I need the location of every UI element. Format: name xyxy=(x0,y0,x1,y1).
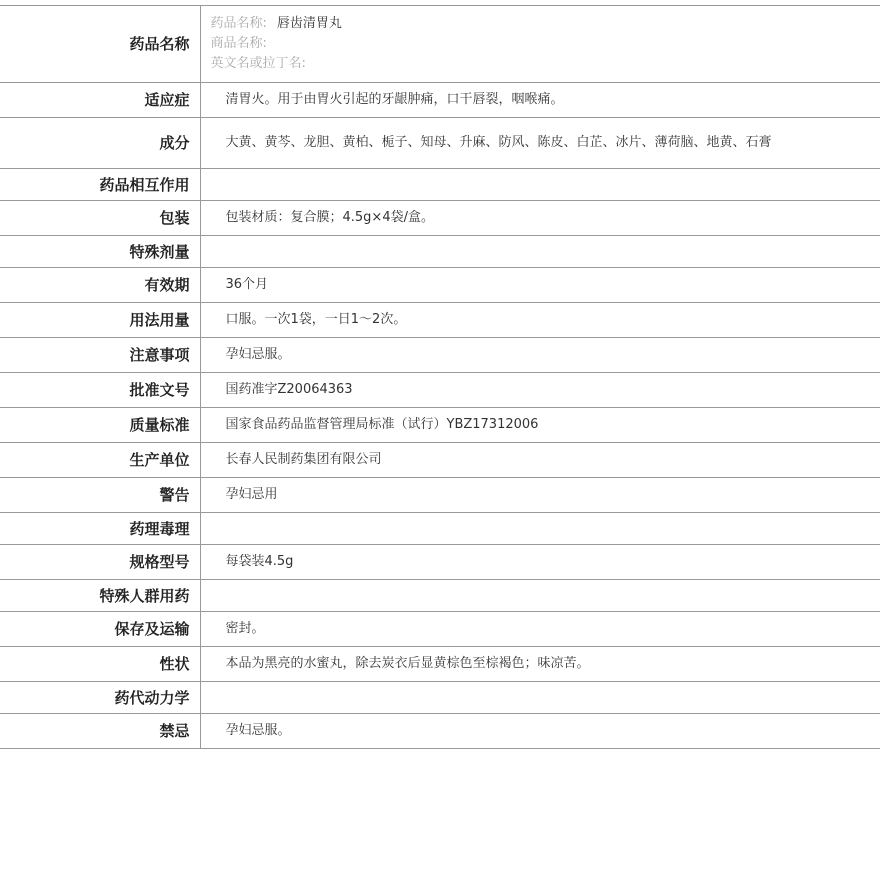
spec-row xyxy=(0,647,880,682)
spec-value xyxy=(200,303,880,338)
spec-value-text: 大黄、黄芩、龙胆、黄柏、栀子、知母、升麻、防风、陈皮、白芷、冰片、薄荷脑、地黄、石膏 xyxy=(225,135,772,150)
spec-label: 性状 xyxy=(0,647,200,682)
spec-row xyxy=(0,408,880,443)
spec-value-text: 密封。 xyxy=(225,621,265,636)
spec-value xyxy=(200,478,880,513)
spec-label: 药理毒理 xyxy=(0,513,200,545)
spec-label: 药品名称 xyxy=(0,6,200,83)
spec-value-text: 孕妇忌用 xyxy=(225,487,278,502)
generic-name-key: 药品名称: xyxy=(210,16,267,31)
generic-name-line xyxy=(211,14,871,34)
spec-label: 有效期 xyxy=(0,268,200,303)
spec-value xyxy=(200,408,880,443)
spec-row xyxy=(0,682,880,714)
spec-value-text: 本品为黑亮的水蜜丸，除去炭衣后显黄棕色至棕褐色；味凉苦。 xyxy=(225,656,590,671)
spec-label: 用法用量 xyxy=(0,303,200,338)
spec-row xyxy=(0,545,880,580)
spec-label: 规格型号 xyxy=(0,545,200,580)
spec-label: 注意事项 xyxy=(0,338,200,373)
trade-name-key: 商品名称: xyxy=(210,36,267,51)
drug-spec-table xyxy=(0,5,880,749)
spec-row xyxy=(0,373,880,408)
spec-value xyxy=(200,545,880,580)
spec-value xyxy=(200,580,880,612)
spec-value-text: 36个月 xyxy=(225,277,269,292)
spec-row xyxy=(0,714,880,749)
spec-value xyxy=(200,612,880,647)
spec-label: 生产单位 xyxy=(0,443,200,478)
spec-row xyxy=(0,83,880,118)
spec-row xyxy=(0,303,880,338)
spec-value xyxy=(200,647,880,682)
spec-label: 药代动力学 xyxy=(0,682,200,714)
spec-value xyxy=(200,268,880,303)
spec-row xyxy=(0,478,880,513)
spec-value xyxy=(200,443,880,478)
spec-row xyxy=(0,612,880,647)
spec-value-text: 长春人民制药集团有限公司 xyxy=(225,452,382,467)
spec-value-text: 清胃火。用于由胃火引起的牙龈肿痛，口干唇裂，咽喉痛。 xyxy=(225,92,564,107)
spec-value-text: 孕妇忌服。 xyxy=(225,723,291,738)
spec-label: 质量标准 xyxy=(0,408,200,443)
spec-label: 保存及运输 xyxy=(0,612,200,647)
name-block xyxy=(200,6,880,83)
spec-label: 警告 xyxy=(0,478,200,513)
trade-name-line xyxy=(211,34,871,54)
spec-value xyxy=(200,682,880,714)
spec-value xyxy=(200,338,880,373)
spec-label: 药品相互作用 xyxy=(0,169,200,201)
spec-row xyxy=(0,268,880,303)
english-name-key: 英文名或拉丁名: xyxy=(210,56,306,71)
spec-value-text: 每袋装4.5g xyxy=(225,554,294,569)
spec-row xyxy=(0,118,880,169)
spec-label: 适应症 xyxy=(0,83,200,118)
spec-label: 成分 xyxy=(0,118,200,169)
spec-row xyxy=(0,169,880,201)
spec-label: 包装 xyxy=(0,201,200,236)
english-name-line xyxy=(211,54,871,74)
spec-value-text: 国家食品药品监督管理局标准（试行）YBZ17312006 xyxy=(225,417,539,432)
spec-row xyxy=(0,201,880,236)
spec-row xyxy=(0,513,880,545)
spec-row xyxy=(0,580,880,612)
spec-label: 特殊人群用药 xyxy=(0,580,200,612)
spec-value xyxy=(200,513,880,545)
spec-label: 特殊剂量 xyxy=(0,236,200,268)
spec-value-text: 包装材质：复合膜；4.5g×4袋/盒。 xyxy=(225,210,434,225)
spec-value xyxy=(200,201,880,236)
spec-value xyxy=(200,236,880,268)
spec-row xyxy=(0,443,880,478)
spec-row-name xyxy=(0,6,880,83)
spec-value-text: 口服。一次1袋，一日1～2次。 xyxy=(225,312,407,327)
spec-label: 禁忌 xyxy=(0,714,200,749)
spec-value-text: 国药准字Z20064363 xyxy=(225,382,353,397)
spec-value xyxy=(200,714,880,749)
spec-value xyxy=(200,169,880,201)
spec-value xyxy=(200,118,880,169)
spec-value-text: 孕妇忌服。 xyxy=(225,347,291,362)
spec-value xyxy=(200,373,880,408)
spec-value xyxy=(200,83,880,118)
generic-name-value: 唇齿清胃丸 xyxy=(276,16,342,31)
spec-row xyxy=(0,236,880,268)
spec-row xyxy=(0,338,880,373)
spec-label: 批准文号 xyxy=(0,373,200,408)
